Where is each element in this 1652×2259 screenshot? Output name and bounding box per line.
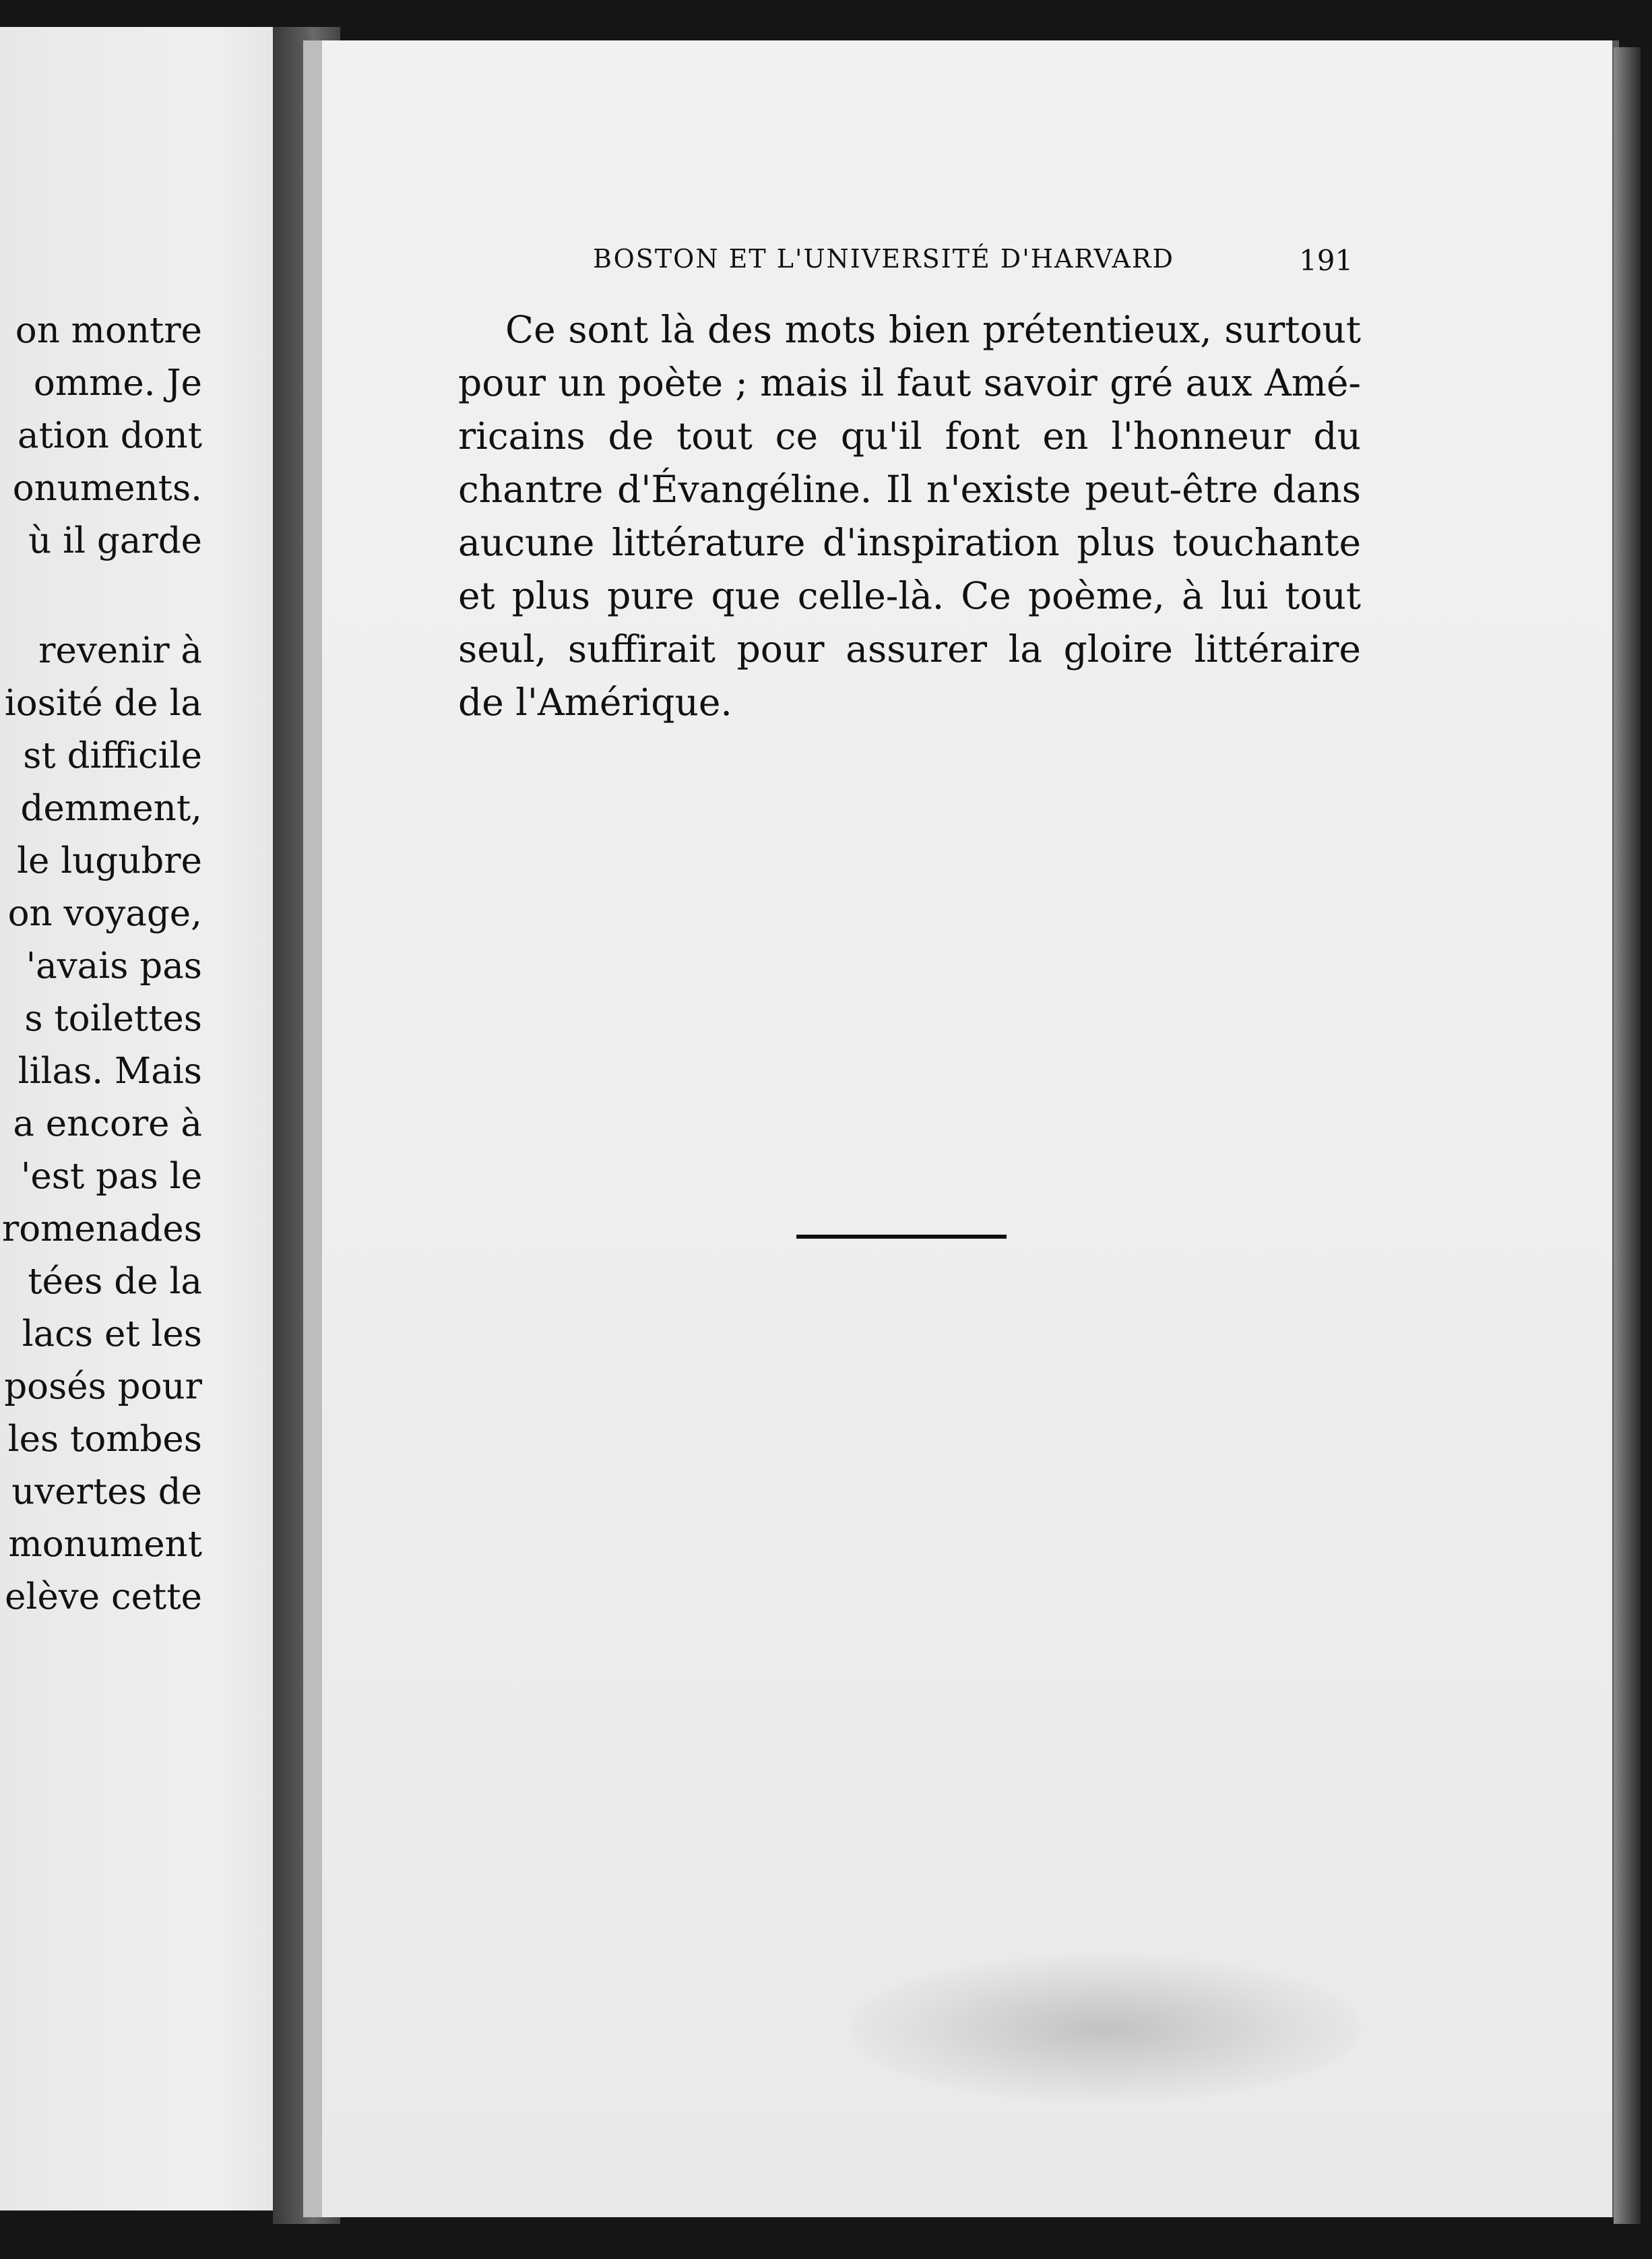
left-line: s toilettes bbox=[24, 998, 202, 1039]
left-line: monument bbox=[8, 1524, 202, 1565]
running-head: BOSTON ET L'UNIVERSITÉ D'HARVARD bbox=[593, 244, 1174, 274]
left-line: romenades bbox=[1, 1208, 202, 1249]
left-line: posés pour bbox=[4, 1366, 202, 1407]
paragraph-line: seul, suffirait pour assurer la gloire littéraire bbox=[458, 627, 1361, 671]
left-line: lilas. Mais bbox=[18, 1051, 202, 1092]
paragraph-line: ricains de tout ce qu'il font en l'honneur du bbox=[458, 414, 1361, 458]
paragraph-line: Ce sont là des mots bien prétentieux, surtout bbox=[505, 308, 1361, 351]
left-line: st difficile bbox=[23, 735, 202, 776]
left-line: omme. Je bbox=[33, 363, 202, 404]
paragraph-line: chantre d'Évangéline. Il n'existe peut-être dans bbox=[458, 468, 1361, 511]
left-line: a encore à bbox=[13, 1103, 202, 1144]
left-line: le lugubre bbox=[17, 840, 202, 881]
paper-stain bbox=[849, 1954, 1361, 2103]
left-line: ù il garde bbox=[28, 520, 202, 561]
section-end-rule bbox=[796, 1235, 1007, 1239]
paragraph-line: pour un poète ; mais il faut savoir gré aux Amé- bbox=[458, 361, 1361, 404]
paragraph-line: aucune littérature d'inspiration plus touchante bbox=[458, 521, 1361, 564]
left-line: iosité de la bbox=[4, 683, 202, 724]
left-line: les tombes bbox=[7, 1419, 202, 1460]
page-number: 191 bbox=[1299, 244, 1354, 277]
left-page bbox=[0, 27, 303, 2210]
left-line: revenir à bbox=[38, 630, 202, 671]
page-edge bbox=[1614, 47, 1641, 2224]
left-line: 'est pas le bbox=[20, 1156, 202, 1197]
left-line: on voyage, bbox=[7, 893, 202, 934]
left-line: lacs et les bbox=[22, 1313, 202, 1355]
paragraph-line: et plus pure que celle-là. Ce poème, à lui tout bbox=[458, 574, 1361, 617]
left-line: on montre bbox=[15, 310, 202, 351]
page-inner-margin bbox=[303, 40, 322, 2217]
body-paragraph bbox=[458, 303, 1361, 729]
left-line: uvertes de bbox=[11, 1471, 202, 1512]
paragraph-line: de l'Amérique. bbox=[458, 681, 732, 724]
left-line: elève cette bbox=[5, 1576, 202, 1617]
left-line: demment, bbox=[20, 788, 202, 829]
left-line: tées de la bbox=[28, 1261, 202, 1302]
left-line: 'avais pas bbox=[26, 946, 202, 987]
left-line: ation dont bbox=[17, 415, 202, 456]
left-line: onuments. bbox=[12, 468, 202, 509]
